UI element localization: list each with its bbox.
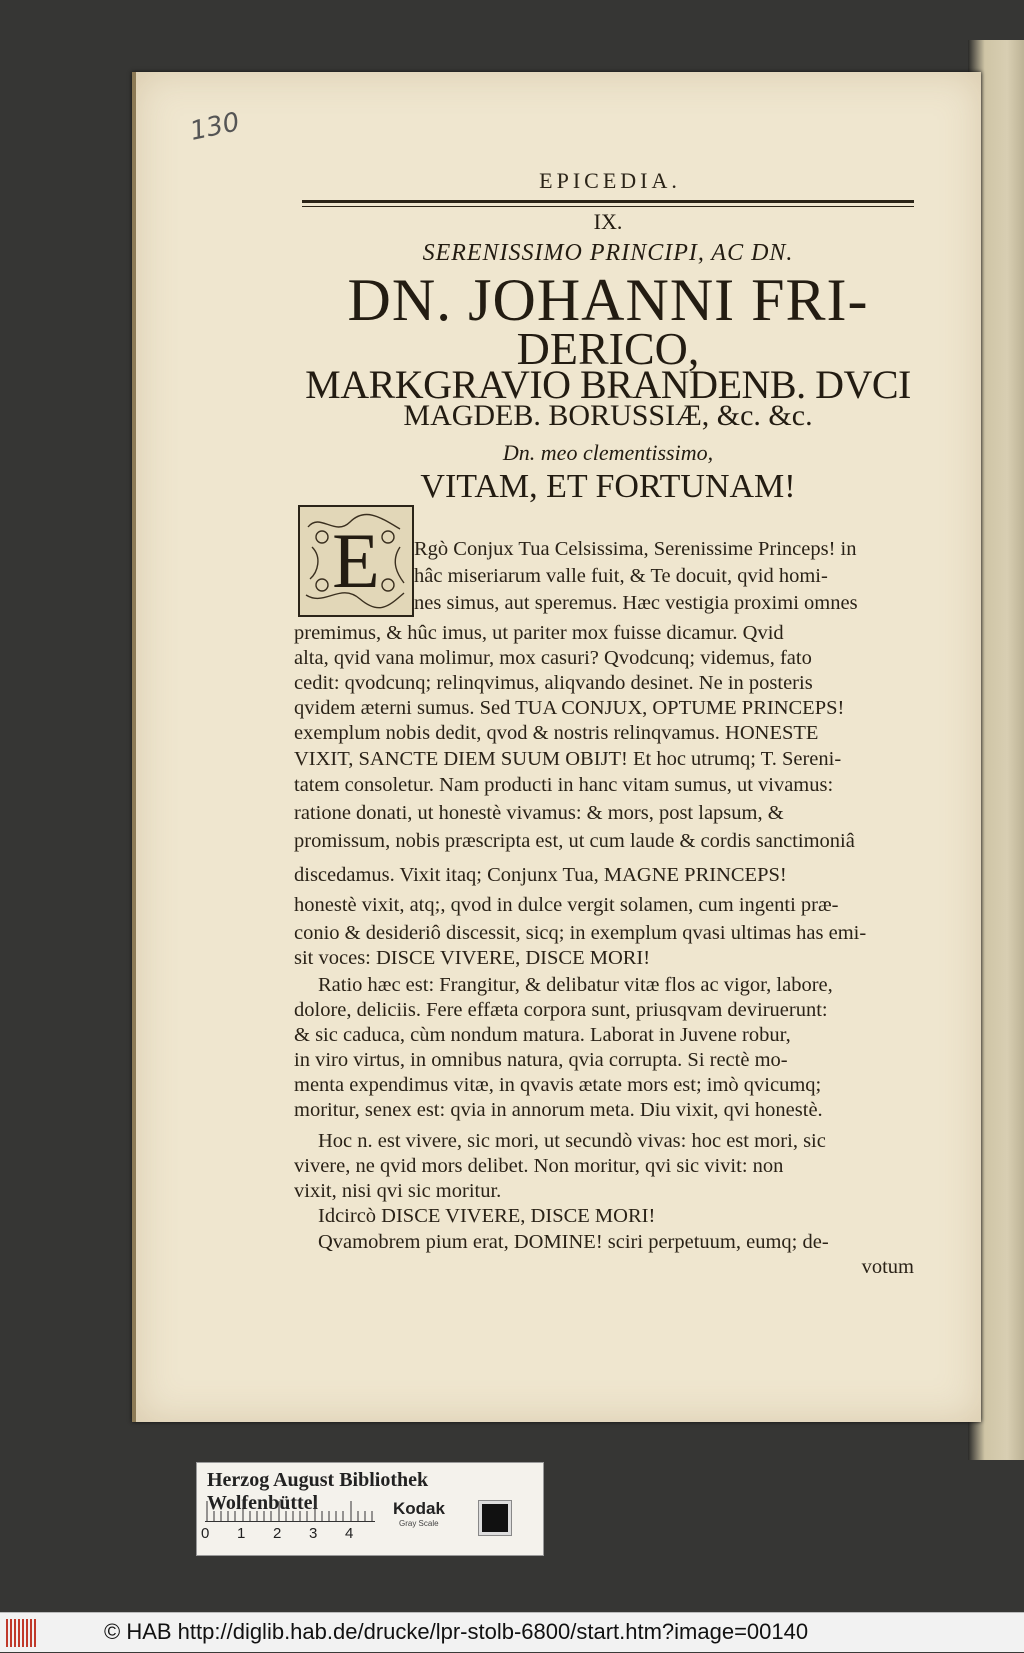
clementissimo-line: Dn. meo clementissimo, (502, 440, 714, 465)
text-line: honestè vixit, atq;, qvod in dulce vergit solamen, cum ingenti præ- (294, 894, 839, 916)
text-line: Ratio hæc est: Frangitur, & delibatur vitæ flos ac vigor, labore, (318, 974, 833, 996)
text-line: & sic caduca, cùm nondum matura. Laborat in Juvene robur, (294, 1024, 791, 1046)
text-line: in viro virtus, in omnibus natura, qvia corrupta. Si rectè mo- (294, 1049, 788, 1071)
card-ruler (205, 1497, 375, 1522)
text-line: sit voces: DISCE VIVERE, DISCE MORI! (294, 947, 651, 969)
text-line: nes simus, aut speremus. Hæc vestigia proximi omnes (414, 592, 858, 614)
text-line: discedamus. Vixit itaq; Conjunx Tua, MAGNE PRINCEPS! (294, 864, 787, 886)
head-rule-thin (302, 206, 914, 207)
text-line: hâc miseriarum valle fuit, & Te docuit, qvid homi- (414, 565, 828, 587)
text-line: moritur, senex est: qvia in annorum meta. Diu vixit, qvi honestè. (294, 1099, 823, 1121)
ruler-digit: 0 (201, 1525, 210, 1542)
running-head: EPICEDIA. (539, 168, 681, 193)
text-line: alta, qvid vana molimur, mox casuri? Qvodcunq; videmus, fato (294, 647, 812, 669)
title-line-2: MAGDEB. BORUSSIÆ, &c. &c. (403, 399, 813, 432)
handwritten-page-number: 130 (187, 107, 243, 147)
ruler-digits (201, 1525, 381, 1542)
footer-url[interactable]: © HAB http://diglib.hab.de/drucke/lpr-stolb-6800/start.htm?image=00140 (104, 1619, 809, 1644)
text-line: tatem consoletur. Nam producti in hanc vitam sumus, ut vivamus: (294, 774, 834, 796)
text-line: Idcircò DISCE VIVERE, DISCE MORI! (318, 1205, 656, 1227)
dedication-line: SERENISSIMO PRINCIPI, AC DN. (422, 240, 794, 266)
text-line: Qvamobrem pium erat, DOMINE! sciri perpetuum, eumq; de- (318, 1231, 829, 1253)
ruler-ticks-icon (205, 1497, 375, 1521)
section-number: IX. (593, 209, 623, 234)
text-line: qvidem æterni sumus. Sed TUA CONJUX, OPTUME PRINCEPS! (294, 697, 845, 719)
ornament-icon (300, 507, 412, 615)
text-line: vixit, nisi qvi sic moritur. (294, 1180, 502, 1202)
wish-line: VITAM, ET FORTUNAM! (420, 468, 796, 505)
color-calibration-card (196, 1462, 544, 1556)
text-line: Rgò Conjux Tua Celsissima, Serenissime Princeps! in (414, 538, 857, 560)
text-line: Hoc n. est vivere, sic mori, ut secundò vivas: hoc est mori, sic (318, 1130, 826, 1152)
text-line: promissum, nobis præscripta est, ut cum laude & cordis sanctimoniâ (294, 830, 855, 852)
text-line: premimus, & hûc imus, ut pariter mox fuisse dicamur. Qvid (294, 622, 784, 644)
kodak-label: Kodak (393, 1499, 445, 1518)
text-line: exemplum nobis dedit, qvod & nostris relinqvamus. HONESTE (294, 722, 819, 744)
ruler-digit: 2 (273, 1525, 282, 1542)
catchword: votum (861, 1256, 914, 1278)
text-line: conio & desideriô discessit, sicq; in exemplum qvasi ultimas has emi- (294, 922, 867, 944)
card-title: Herzog August Bibliothek Wolfenbüttel (207, 1469, 429, 1514)
footer-bar (0, 1612, 1024, 1652)
name-line-1: DN. JOHANNI FRI- (347, 267, 869, 333)
initial-letter: E (332, 517, 380, 604)
text-line: dolore, deliciis. Fere effæta corpora sunt, priusqvam deviruerunt: (294, 999, 828, 1021)
ruler-digit: 4 (345, 1525, 354, 1542)
text-line: cedit: qvodcunq; relinqvimus, aliqvando desinet. Ne in posteris (294, 672, 813, 694)
ruler-digit: 3 (309, 1525, 318, 1542)
head-rule-thick (302, 200, 914, 203)
name-line-2: DERICO, (516, 323, 700, 374)
black-swatch (479, 1501, 511, 1535)
decorated-initial-e (298, 505, 414, 617)
barcode-icon (6, 1619, 46, 1647)
text-line: vivere, ne qvid mors delibet. Non moritur, qvi sic vivit: non (294, 1155, 784, 1177)
text-line: menta expendimus vitæ, in qvavis ætate mors est; imò qvicumq; (294, 1074, 822, 1096)
title-line-1: MARKGRAVIO BRANDENB. DVCI (305, 362, 911, 407)
text-line: ratione donati, ut honestè vivamus: & mors, post lapsum, & (294, 802, 784, 824)
ruler-digit: 1 (237, 1525, 246, 1542)
text-line: VIXIT, SANCTE DIEM SUUM OBIJT! Et hoc utrumq; T. Sereni- (294, 748, 842, 770)
gray-scale-label: Gray Scale (399, 1519, 439, 1528)
